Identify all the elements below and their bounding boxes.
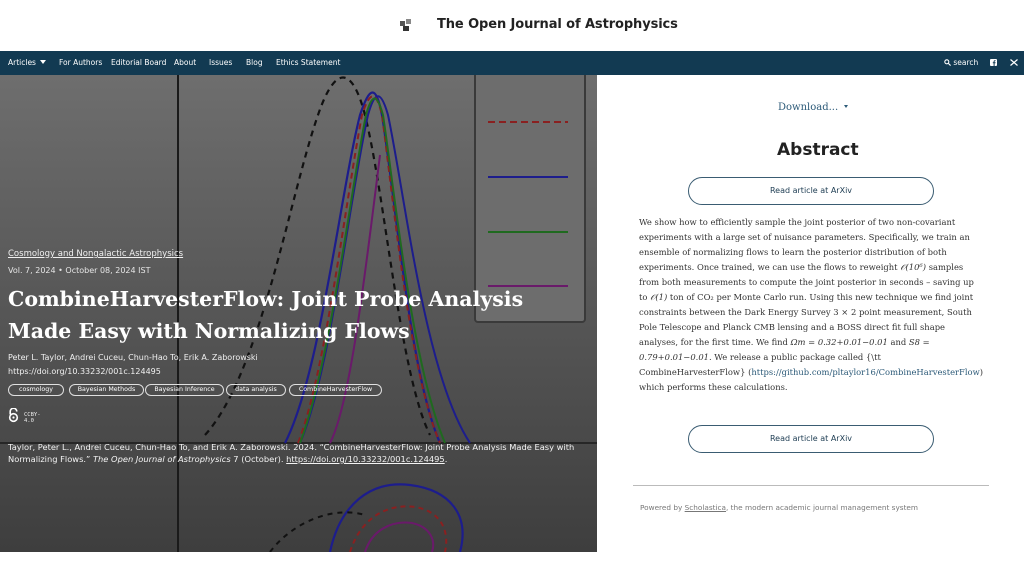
citation-end: . (444, 454, 448, 464)
abstract-part: samples from both measurements to compute the joint posterior in seconds – saving up to (639, 262, 974, 302)
read-arxiv-button-top[interactable]: Read article at ArXiv (688, 177, 934, 205)
tag-combineharvesterflow[interactable]: CombineHarvesterFlow (289, 384, 382, 396)
math-inline: 3 × 2 (833, 307, 857, 317)
powered-prefix: Powered by (640, 503, 685, 512)
journal-logo[interactable] (399, 18, 413, 32)
powered-suffix: , the modern academic journal management system (726, 503, 919, 512)
read-arxiv-button-bottom[interactable]: Read article at ArXiv (688, 425, 934, 453)
abstract-part: and (887, 337, 909, 347)
nav-about[interactable]: About (174, 58, 197, 67)
facebook-icon[interactable] (990, 59, 997, 66)
search-label: search (953, 58, 979, 67)
citation-volume: 7 (October). (230, 454, 287, 464)
abstract-part: We show how to efficiently sample the joint posterior of two non-covariant experiments with a large set of nuisance parameters. Specifically, we train an ensemble of normalizing flows to learn the posterior distribution of both experiments. Once trained, we can use the flows to reweight (639, 217, 970, 272)
math-inline: 𝒪(1) (650, 292, 668, 302)
abstract-part: . We release a public package called {\tt CombineHarvesterFlow} ( (639, 352, 881, 377)
math-inline: CO₂ (697, 292, 714, 302)
citation-journal: The Open Journal of Astrophysics (92, 454, 231, 464)
open-access-icon (8, 408, 19, 423)
scholastica-link[interactable]: Scholastica (684, 503, 727, 512)
license-badge[interactable] (8, 408, 41, 424)
nav-articles[interactable] (8, 58, 46, 67)
main-nav (0, 51, 1024, 75)
download-dropdown[interactable] (778, 102, 848, 113)
footer-divider (633, 485, 989, 486)
volume-label: Vol. 7, 2024 (8, 266, 56, 275)
article-meta (8, 266, 150, 275)
abstract-text (639, 215, 984, 395)
twitter-icon[interactable] (1010, 59, 1018, 66)
chevron-down-icon (40, 60, 46, 64)
download-label: Download... (778, 102, 839, 113)
tag-data-analysis[interactable]: data analysis (226, 384, 286, 396)
doi-text[interactable]: https://doi.org/10.33232/001c.124495 (8, 367, 161, 376)
nav-articles-label: Articles (8, 58, 36, 67)
abstract-part: ton of (667, 292, 698, 302)
powered-by (640, 502, 920, 514)
tag-bayesian-methods[interactable]: Bayesian Methods (69, 384, 144, 396)
nav-issues[interactable]: Issues (209, 58, 233, 67)
nav-blog[interactable]: Blog (246, 58, 263, 67)
article-title: CombineHarvesterFlow: Joint Probe Analysis Made Easy with Normalizing Flows (8, 287, 524, 343)
journal-title[interactable]: The Open Journal of Astrophysics (437, 17, 678, 32)
math-inline: Ωm = 0.32+0.01−0.01 (790, 337, 888, 347)
abstract-part: per Monte Carlo run. Using this new technique we find joint constraints between the Dark Energy Survey (639, 292, 974, 317)
github-link[interactable]: https://github.com/pltaylor16/CombineHarvesterFlow (751, 367, 980, 377)
math-inline: S8 = 0.79+0.01−0.01 (639, 337, 930, 362)
category-link[interactable]: Cosmology and Nongalactic Astrophysics (8, 249, 184, 259)
tag-cosmology[interactable]: cosmology (8, 384, 64, 396)
citation-text: Taylor, Peter L., Andrei Cuceu, Chun-Hao To, and Erik A. Zaborowski. 2024. “CombineHarvesterFlow: Joint Probe Analysis Made Easy with Normalizing Flows.” (8, 442, 575, 464)
citation-doi-link[interactable]: https://doi.org/10.33232/001c.124495 (286, 454, 445, 464)
abstract-heading: Abstract (777, 140, 859, 160)
search-icon (944, 59, 951, 66)
article-hero (0, 75, 597, 552)
search-link[interactable] (944, 58, 978, 67)
chevron-down-icon (844, 105, 848, 108)
citation (8, 441, 592, 465)
author-list: Peter L. Taylor, Andrei Cuceu, Chun-Hao To, Erik A. Zaborowski (8, 353, 258, 362)
nav-for-authors[interactable]: For Authors (59, 58, 103, 67)
nav-editorial-board[interactable]: Editorial Board (111, 58, 167, 67)
tag-bayesian-inference[interactable]: Bayesian Inference (145, 384, 224, 396)
nav-ethics-statement[interactable]: Ethics Statement (276, 58, 341, 67)
license-label: CCBY-4.0 (24, 412, 41, 424)
abstract-part: ) which performs these calculations. (639, 367, 984, 392)
site-header (0, 0, 1024, 51)
publish-date: • October 08, 2024 IST (55, 266, 151, 275)
math-inline: 𝒪(10⁶) (900, 262, 927, 272)
abstract-part: point measurement, South Pole Telescope and Planck CMB lensing and a BOSS direct fit full shape analyses, for the first time. We find (639, 307, 972, 347)
